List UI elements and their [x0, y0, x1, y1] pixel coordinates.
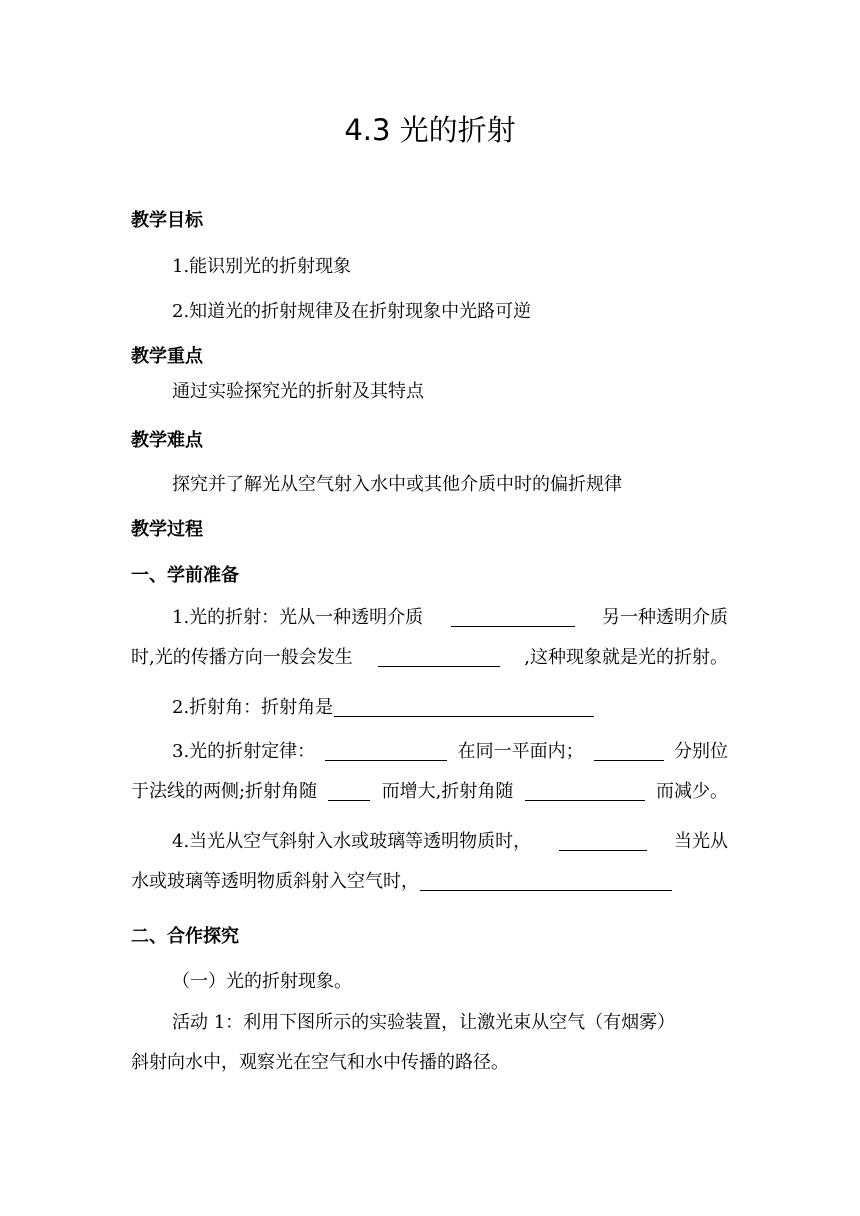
q3-text-c: 分别位: [674, 741, 728, 762]
section1-heading: 一、学前准备: [131, 565, 239, 586]
q2-blank-1[interactable]: [334, 700, 594, 717]
difficulties-text: 探究并了解光从空气射入水中或其他介质中时的偏折规律: [172, 474, 622, 495]
difficulties-heading: 教学难点: [131, 430, 203, 451]
q1-text-d: ,这种现象就是光的折射。: [524, 647, 728, 668]
q4-text-c: 水或玻璃等透明物质斜射入空气时，: [131, 871, 419, 892]
objectives-heading: 教学目标: [131, 210, 203, 231]
q1-text-c: 时,光的传播方向一般会发生: [131, 647, 353, 668]
page-title: 4.3 光的折射: [344, 113, 516, 147]
activity1-text-a: 活动 1：利用下图所示的实验装置，让激光束从空气（有烟雾）: [172, 1012, 676, 1033]
key-points-heading: 教学重点: [131, 346, 203, 367]
objective-item-2: 2.知道光的折射规律及在折射现象中光路可逆: [172, 301, 532, 322]
q3-text-e: 而增大,折射角随: [381, 781, 514, 802]
q3-blank-3[interactable]: [328, 784, 370, 801]
process-heading: 教学过程: [131, 519, 203, 540]
activity-1: [131, 1003, 728, 1083]
section2-heading: 二、合作探究: [131, 926, 239, 947]
q1-blank-1[interactable]: [451, 610, 575, 627]
section2-sub1: （一）光的折射现象。: [172, 971, 352, 992]
q1-text-a: 1.光的折射：光从一种透明介质: [172, 607, 424, 628]
q3-blank-2[interactable]: [594, 744, 664, 761]
q1-blank-2[interactable]: [378, 650, 500, 667]
q3-text-b: 在同一平面内；: [457, 741, 584, 762]
activity1-text-b: 斜射向水中，观察光在空气和水中传播的路径。: [131, 1052, 509, 1073]
question-1: [131, 598, 728, 678]
q3-blank-1[interactable]: [325, 744, 447, 761]
q3-blank-4[interactable]: [525, 784, 645, 801]
objective-item-1: 1.能识别光的折射现象: [172, 256, 352, 277]
q4-text-a: 4.当光从空气斜射入水或玻璃等透明物质时，: [172, 831, 532, 852]
q3-text-f: 而减少。: [656, 781, 728, 802]
q3-text-a: 3.光的折射定律：: [172, 741, 316, 762]
key-points-text: 通过实验探究光的折射及其特点: [172, 381, 424, 402]
q4-blank-2[interactable]: [420, 874, 672, 891]
question-4: [131, 822, 728, 902]
q1-text-b: 另一种透明介质: [602, 607, 728, 628]
q4-blank-1[interactable]: [559, 834, 647, 851]
question-3: [131, 732, 728, 812]
q3-text-d: 于法线的两侧;折射角随: [131, 781, 318, 802]
q2-text-a: 2.折射角：折射角是: [172, 697, 334, 718]
question-2: [131, 688, 728, 728]
q4-text-b: 当光从: [673, 831, 728, 852]
